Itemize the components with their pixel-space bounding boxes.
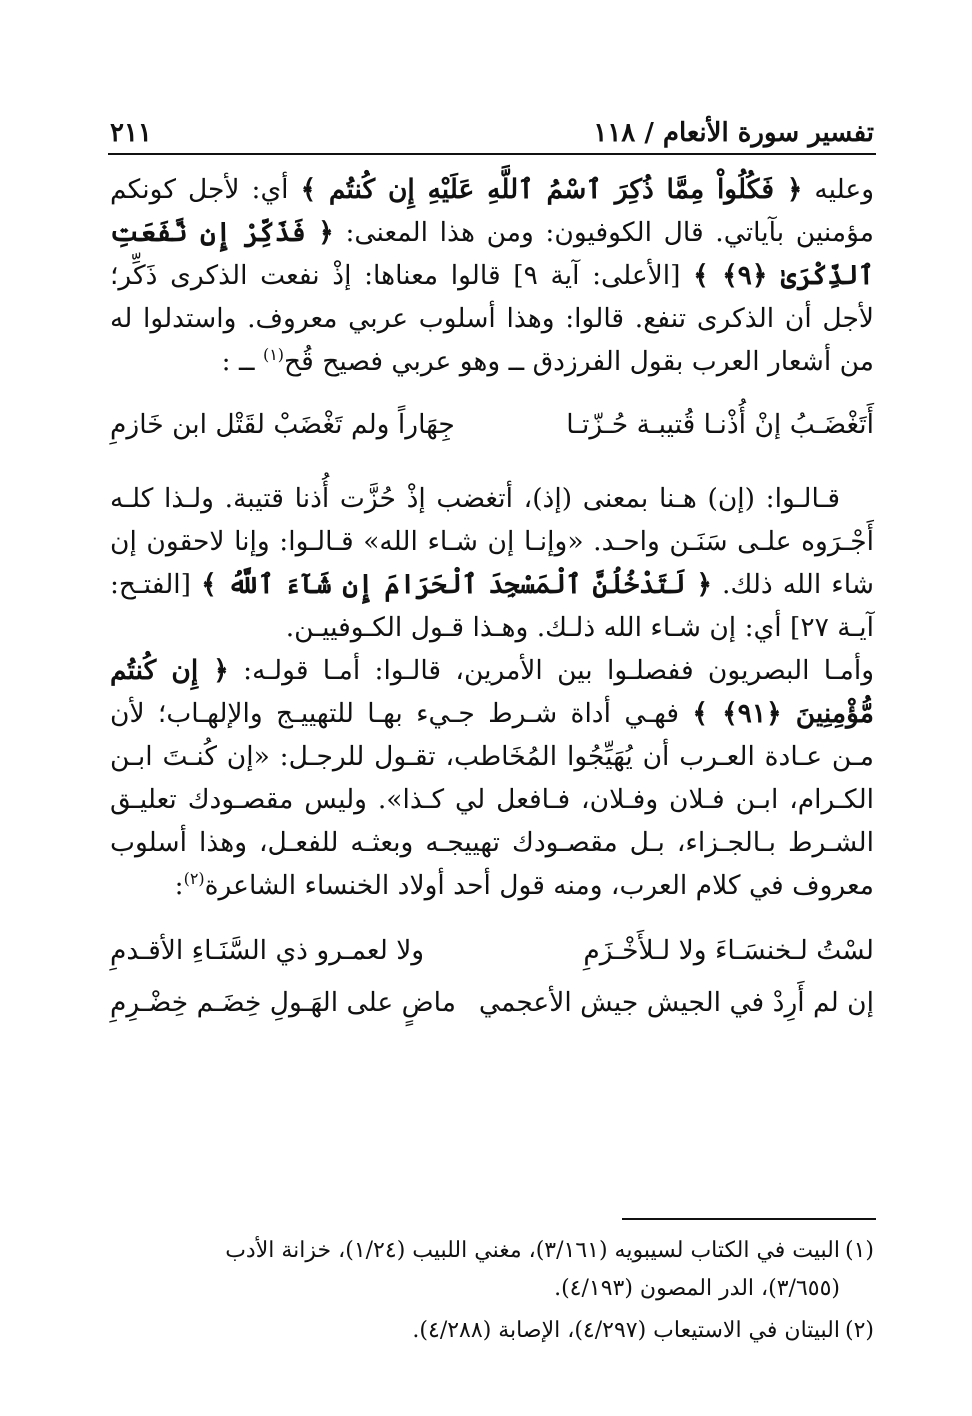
quran-quote: ﴿ لَتَدْخُلُنَّ ٱلْمَسْجِدَ ٱلْحَرَامَ إِن شَآءَ ٱللَّهُ ﴾ — [201, 569, 712, 600]
verse-second-hemistich: ولا لعمـرو ذي السَّنَـاءِ الأقـدمِ — [110, 935, 425, 966]
footnote-text: (٣/٦٥٥)، الدر المصون (٤/١٩٣). — [554, 1276, 840, 1301]
poetry-verse-2 — [110, 929, 874, 981]
footnote-2 — [108, 1312, 874, 1350]
footnote-text: البيت في الكتاب لسيبويه (٣/١٦١)، مغني اللبيب (١/٢٤)، خزانة الأدب — [225, 1238, 840, 1263]
text-run: وعليه — [802, 174, 874, 205]
footnote-marker: (٢) — [183, 869, 205, 889]
paragraph-3 — [110, 649, 874, 907]
footnote-marker: (١) — [262, 345, 285, 365]
page-number: ٢١١ — [110, 118, 152, 148]
footnote-number: (١) — [844, 1238, 874, 1263]
text-run: وأمـا البصريون ففصلـوا بين الأمرين، قالـوا: أمـا قولـه: — [228, 655, 874, 686]
verse-second-hemistich: ماضٍ على الهَـولِ خِضَـم خِضْـرِمِ — [110, 987, 456, 1018]
quran-quote: ﴿ فَكُلُواْ مِمَّا ذُكِرَ ٱسْمُ ٱللَّهِ عَلَيْهِ إِن كُنتُم ﴾ — [300, 174, 803, 205]
paragraph-1 — [110, 168, 874, 383]
quran-quote: ﴿ فَذَكِّرْ إِن نَّفَعَتِ ٱلذِّكْرَىٰ ﴿٩﴾ ﴾ — [110, 217, 874, 291]
running-title: تفسير سورة الأنعام / ١١٨ — [593, 118, 874, 148]
verse-first-hemistich: لسْتُ لـخنسَـاءَ ولا لـلأَخْـزَمِ — [583, 935, 874, 966]
text-run: [الفتـح: آيـة ٢٧] أي: إن شـاء الله ذلـك. وهـذا قـول الكـوفييـن. — [110, 569, 874, 643]
text-run: : — [174, 870, 184, 901]
quran-quote: ﴿ إِن كُنتُم مُّؤْمِنِينَ ﴿٩١﴾ ﴾ — [110, 655, 874, 729]
poetry-verse-1 — [110, 403, 874, 455]
verse-second-hemistich: جِهَاراً ولم تَغْضَبْ لقَتْل ابن خَازمِ — [110, 409, 455, 440]
footnote-rule — [622, 1218, 876, 1220]
verse-first-hemistich: إن لم أَرِدْ في الجيش جيش الأعجمي — [478, 987, 874, 1018]
text-run: قـالـوا: (إن) هـنا بمعنى (إذ)، أتغضب إذْ حُزَّت أُذنا قتيبة. ولـذا كلـه أَجْـرَوه علـى سَنَـن واحـد. «وإنـا إن شـاء الله» قـالـوا: وإنا لاحقون إن شاء الله ذلك. — [110, 483, 874, 600]
paragraph-2 — [110, 477, 874, 649]
text-run: ــ : — [221, 346, 263, 377]
running-header — [110, 104, 874, 148]
footnote-1 — [108, 1232, 874, 1308]
footnote-number: (٢) — [844, 1318, 874, 1343]
text-run: فهـي أداة شـرط جـيء بهـا للتهييـج والإلهـاب؛ لأن مـن عـادة العـرب أن يُهَيِّجُوا المُخَاطب، تقـول للرجـل: «إن كُنـتَ ابـن الكـرام، ابـن فـلان وفـلان، فـافعل لي كـذا». وليس مقصـودك تعليـق الشـرط بـالجـزاء، بـل مقصـودك تهييجـه وبعثـه للفعـل، وهذا أسلوب معروف في كلام العرب، ومنه قول أحد أولاد الخنساء الشاعرة — [110, 698, 874, 901]
text-run: [الأعلى: آية ٩] قالوا معناها: إذْ نفعت الذكرى ذَكِّر؛ لأجل أن الذكرى تنفع. قالوا: وهذا أسلوب عربي معروف. واستدلوا له من أشعار العرب بقول الفرزدق ــ وهو عربي فصيح قُح — [110, 260, 874, 377]
footnote-text: البيتان في الاستيعاب (٤/٢٩٧)، الإصابة (٤/٢٨٨). — [412, 1318, 840, 1343]
poetry-verse-3 — [110, 981, 874, 1033]
verse-first-hemistich: أَتَغْضَـبُ إنْ أُذْنـا قُتيبـة حُـزّتـا — [566, 409, 874, 440]
header-rule — [108, 153, 876, 155]
main-text — [110, 168, 874, 1033]
footnotes — [108, 1232, 874, 1354]
text-run: أي: لأجل كونكم مؤمنين بآياتي. قال الكوفيون: ومن هذا المعنى: — [110, 174, 874, 248]
